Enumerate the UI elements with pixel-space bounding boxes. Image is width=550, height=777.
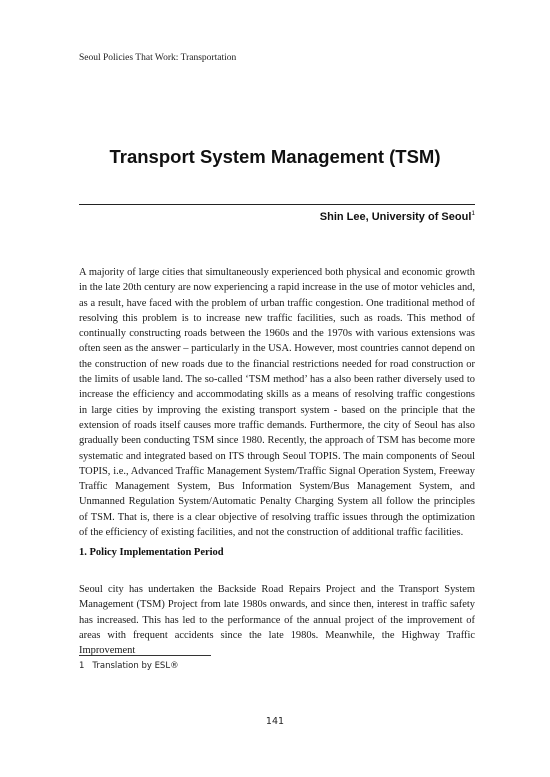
section-heading: 1. Policy Implementation Period [79,547,224,558]
document-title: Transport System Management (TSM) [109,146,441,167]
title-divider [79,204,475,205]
page-number: 141 [265,716,285,727]
footnote-divider [79,655,211,656]
footnote-number: 1 [79,661,85,671]
author-name: Shin Lee, University of Seoul [319,211,472,223]
intro-paragraph: A majority of large cities that simultaneously experienced both physical and economic growth in the late 20th century are now experiencing a rapid increase in the use of motor vehicles and, as a result, have faced with the problem of urban traffic congestion. One traditional method of resolving this problem is to increase new traffic facilities, such as roads. This method of continually constructing roads between the 1960s and the 1970s with various extensions was often seen as the answer – particularly in the USA. However, most countries cannot depend on the construction of new roads due to the financial restrictions needed for road construction or the limits of usable land. The so-called ‘TSM method’ has a also been rather diversely used to increase the efficiency and accommodating skills as a means of resolving traffic congestions in large cities by improving the existing transport system - based on the principle that the extension of roads itself causes more traffic demands. Furthermore, the city of Seoul has also gradually been conducting TSM since 1980. Recently, the approach of TSM has become more systematic and integrated based on ITS through Seoul TOPIS. The main components of Seoul TOPIS, i.e., Advanced Traffic Management System/Traffic Signal Operation System, Freeway Traffic Management System, Bus Information System/Bus Management System, and Unmanned Regulation System/Automatic Penalty Charging System all follow the principles of TSM. That is, there is a clear objective of resolving traffic issues through the optimization of the efficiency of existing facilities, and not the construction of additional traffic facilities. [79,267,475,539]
author-footnote-marker: 1 [471,210,475,217]
author-line [320,210,475,223]
footnote [79,661,179,671]
section-paragraph: Seoul city has undertaken the Backside Road Repairs Project and the Transport System Management (TSM) Project from late 1980s onwards, and since then, interest in traffic safety has increased. This has led to the performance of the annual project of the improvement of areas with frequent accidents since the late 1980s. Meanwhile, the Highway Traffic Improvement [79,584,475,657]
running-header: Seoul Policies That Work: Transportation [79,53,237,63]
footnote-text: Translation by ESL® [92,661,179,671]
